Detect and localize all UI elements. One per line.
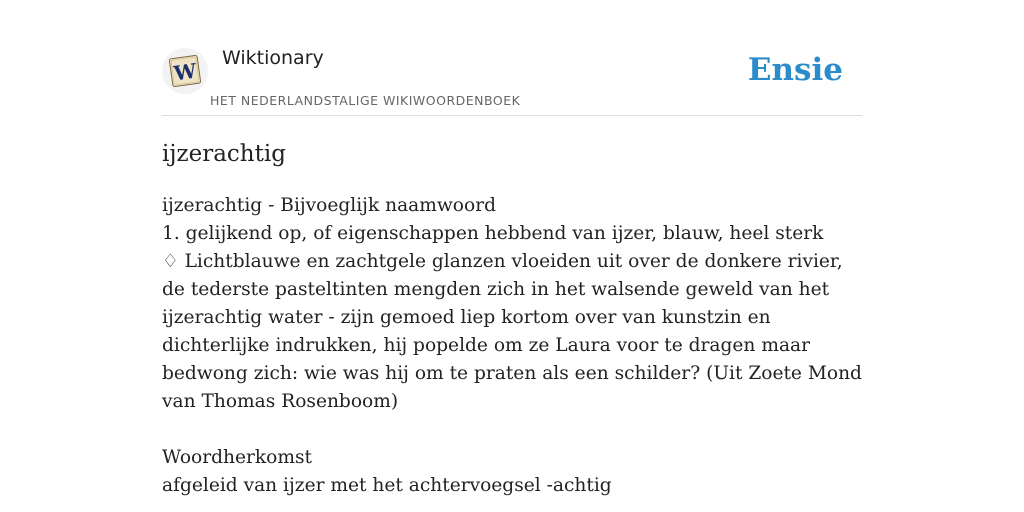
entry-example: ♢ Lichtblauwe en zachtgele glanzen vloeiden uit over de donkere rivier, de tederste pasteltinten mengden zich in het walsende geweld van het ijzerachtig water - zijn gemoed liep kortom over van kunstzin en dichterlijke indrukken, hij popelde om ze Laura voor te dragen maar bedwong zich: wie was hij om te praten als een schilder? (Uit Zoete Mond van Thomas Rosenboom)	[162, 251, 862, 412]
etymology-text: afgeleid van ijzer met het achtervoegsel -achtig	[162, 475, 612, 496]
entry-content	[162, 192, 867, 500]
entry-heading: ijzerachtig - Bijvoeglijk naamwoord	[162, 195, 496, 216]
site-tagline: HET NEDERLANDSTALIGE WIKIWOORDENBOEK	[210, 93, 521, 108]
etymology-heading: Woordherkomst	[162, 447, 313, 468]
wiktionary-logo-icon	[162, 48, 208, 94]
ensie-brand-link[interactable]: Ensie	[747, 52, 843, 88]
page-title: ijzerachtig	[162, 141, 286, 167]
wiktionary-logo[interactable]	[162, 48, 208, 94]
svg-text:W: W	[172, 58, 198, 86]
entry-definition: 1. gelijkend op, of eigenschappen hebbend van ijzer, blauw, heel sterk	[162, 223, 824, 244]
site-name[interactable]: Wiktionary	[222, 47, 324, 69]
spacer	[162, 416, 867, 444]
site-header	[162, 44, 862, 116]
